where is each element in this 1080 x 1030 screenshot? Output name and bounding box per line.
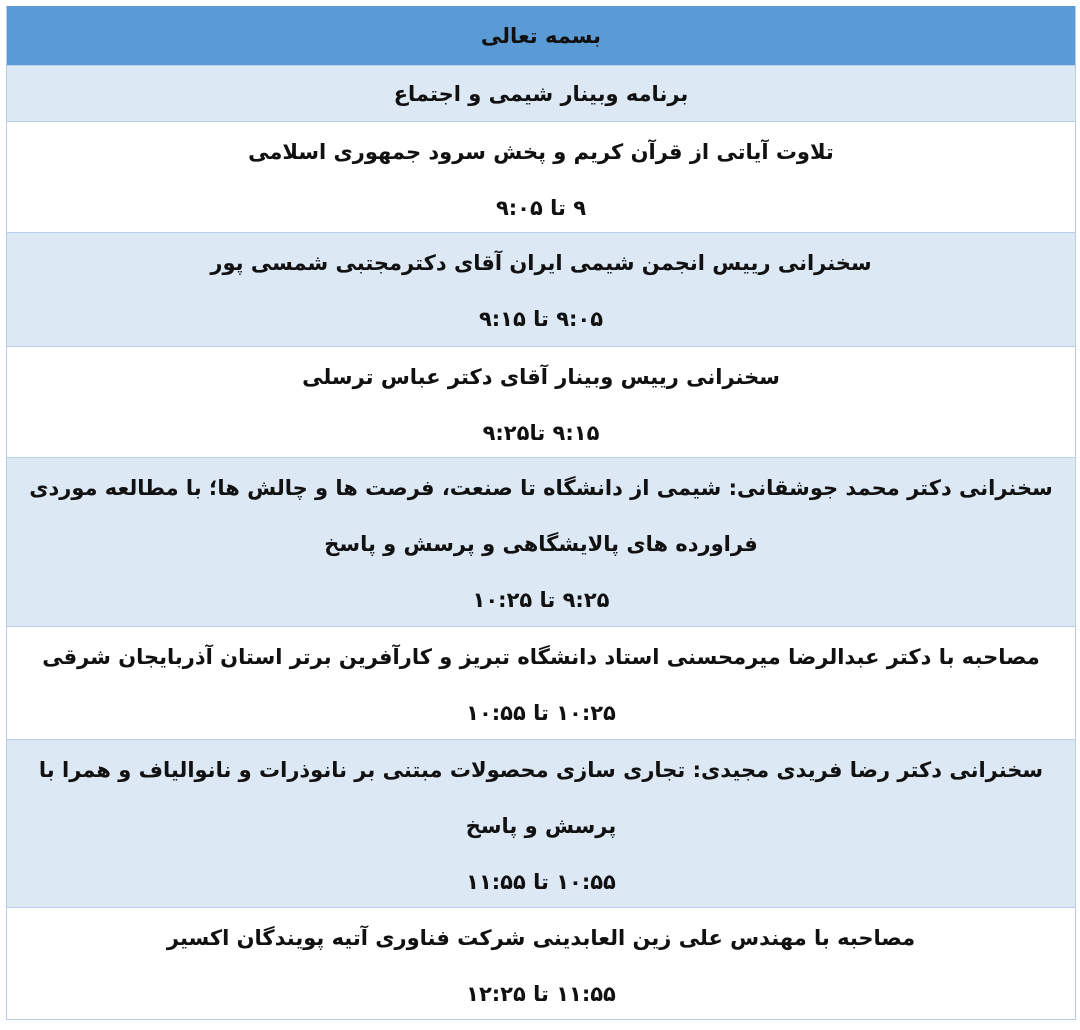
row-time: ۹:۰۵ تا ۹:۱۵ (478, 307, 604, 331)
row-time: ۱۰:۵۵ تا ۱۱:۵۵ (466, 870, 616, 894)
table-row (7, 458, 1075, 627)
row-time: ۱۰:۲۵ تا ۱۰:۵۵ (466, 701, 616, 725)
table-row (7, 908, 1075, 1020)
row-time: ۹ تا ۹:۰۵ (495, 196, 587, 220)
row-title: سخنرانی رییس وبینار آقای دکتر عباس ترسلی (302, 365, 780, 389)
row-title-line-2: فراورده های پالایشگاهی و پرسش و پاسخ (324, 532, 758, 556)
row-title-line-1: سخنرانی دکتر رضا فریدی مجیدی: تجاری سازی محصولات مبتنی بر نانوذرات و نانوالیاف و همرا با (38, 758, 1044, 782)
table-row (7, 122, 1075, 233)
row-title-line-1: سخنرانی دکتر محمد جوشقانی: شیمی از دانشگاه تا صنعت، فرصت ها و چالش ها؛ با مطالعه موردی (29, 476, 1053, 500)
row-title-line-2: پرسش و پاسخ (465, 814, 617, 838)
table-row (7, 740, 1075, 908)
table-header (7, 6, 1075, 66)
table-row (7, 233, 1075, 347)
row-title: مصاحبه با مهندس علی زین العابدینی شرکت فناوری آتیه پویندگان اکسیر (166, 926, 916, 950)
table-subtitle-row (7, 66, 1075, 122)
program-table (6, 6, 1076, 1020)
row-time: ۹:۲۵ تا ۱۰:۲۵ (472, 588, 610, 612)
row-title: سخنرانی رییس انجمن شیمی ایران آقای دکترمجتبی شمسی پور (210, 251, 872, 275)
table-row (7, 627, 1075, 740)
table-row (7, 347, 1075, 458)
header-text: بسمه تعالی (480, 24, 602, 48)
row-time: ۹:۱۵ تا۹:۲۵ (482, 421, 600, 445)
row-title: تلاوت آیاتی از قرآن کریم و پخش سرود جمهوری اسلامی (248, 140, 834, 164)
subtitle-text: برنامه وبینار شیمی و اجتماع (393, 82, 689, 106)
row-time: ۱۱:۵۵ تا ۱۲:۲۵ (466, 982, 616, 1006)
row-title: مصاحبه با دکتر عبدالرضا میرمحسنی استاد دانشگاه تبریز و کارآفرین برتر استان آذربایجان شرقی (42, 645, 1040, 669)
